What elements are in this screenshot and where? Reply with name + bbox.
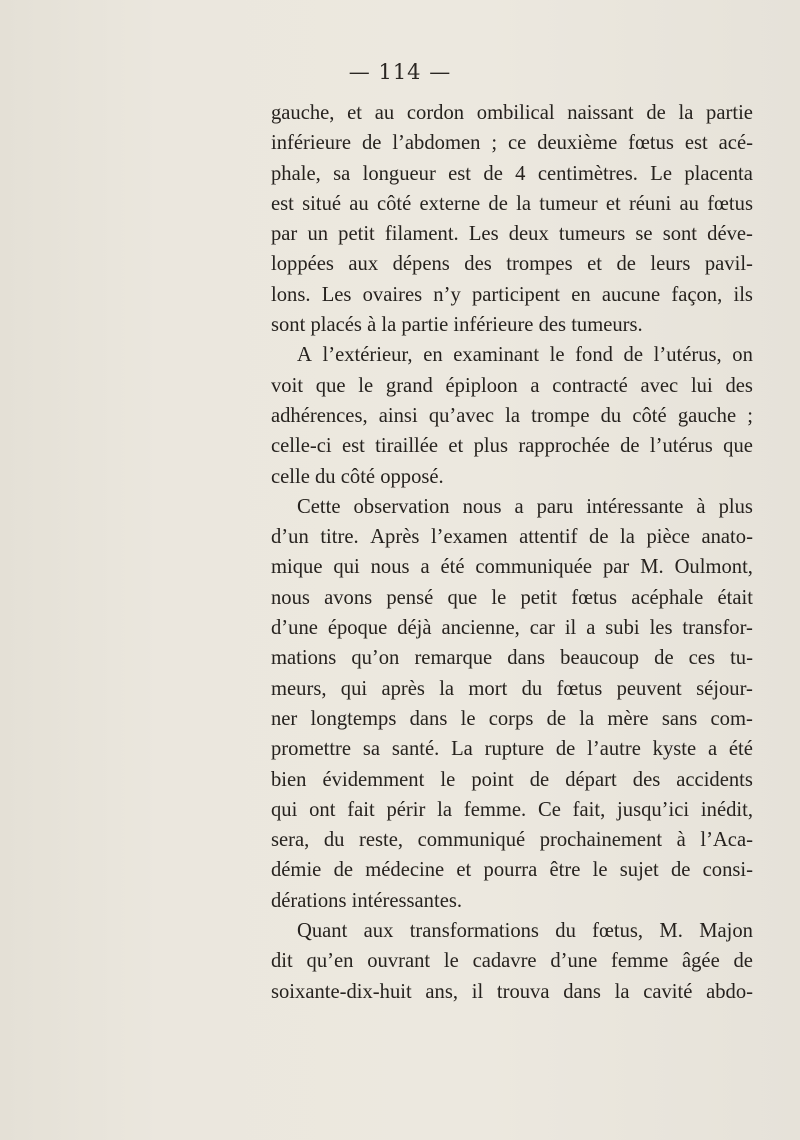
text-line: démie de médecine et pourra être le sujet de consi- <box>271 859 753 882</box>
text-line: promettre sa santé. La rupture de l’autre kyste a été <box>271 738 753 761</box>
text-line: loppées aux dépens des trompes et de leurs pavil- <box>271 253 753 276</box>
text-line: sont placés à la partie inférieure des tumeurs. <box>271 314 643 337</box>
text-line: d’un titre. Après l’examen attentif de la pièce anato- <box>271 526 753 549</box>
body-text <box>271 98 753 1007</box>
text-line: est situé au côté externe de la tumeur et réuni au fœtus <box>271 192 753 215</box>
page-number: — 114 — <box>348 60 452 84</box>
text-line: Cette observation nous a paru intéressante à plus <box>297 495 753 518</box>
text-line: mique qui nous a été communiquée par M. Oulmont, <box>271 556 753 579</box>
text-line: bien évidemment le point de départ des accidents <box>271 768 753 791</box>
text-line: nous avons pensé que le petit fœtus acéphale était <box>271 586 753 609</box>
text-line: inférieure de l’abdomen ; ce deuxième fœtus est acé- <box>271 132 753 155</box>
text-line: celle-ci est tiraillée et plus rapprochée de l’utérus que <box>271 435 753 458</box>
text-line: dit qu’en ouvrant le cadavre d’une femme âgée de <box>271 950 753 973</box>
text-line: adhérences, ainsi qu’avec la trompe du côté gauche ; <box>271 404 753 427</box>
text-line: sera, du reste, communiqué prochainement à l’Aca- <box>271 829 753 852</box>
text-line: Quant aux transformations du fœtus, M. Majon <box>297 920 753 943</box>
text-line: mations qu’on remarque dans beaucoup de ces tu- <box>271 647 753 670</box>
text-line: phale, sa longueur est de 4 centimètres. Le placenta <box>271 162 753 185</box>
text-line: meurs, qui après la mort du fœtus peuvent séjour- <box>271 677 753 700</box>
text-line: voit que le grand épiploon a contracté avec lui des <box>271 374 753 397</box>
text-line: dérations intéressantes. <box>271 889 463 912</box>
text-line: ner longtemps dans le corps de la mère sans com- <box>271 707 753 730</box>
text-line: qui ont fait périr la femme. Ce fait, jusqu’ici inédit, <box>271 798 753 821</box>
text-line: celle du côté opposé. <box>271 465 444 488</box>
text-line: d’une époque déjà ancienne, car il a subi les transfor- <box>271 617 753 640</box>
text-line: gauche, et au cordon ombilical naissant de la partie <box>271 102 753 124</box>
text-line: soixante-dix-huit ans, il trouva dans la cavité abdo- <box>271 980 753 1003</box>
text-line: lons. Les ovaires n’y participent en aucune façon, ils <box>271 283 753 306</box>
text-line: par un petit filament. Les deux tumeurs se sont déve- <box>271 223 753 246</box>
text-line: A l’extérieur, en examinant le fond de l’utérus, on <box>297 344 753 367</box>
